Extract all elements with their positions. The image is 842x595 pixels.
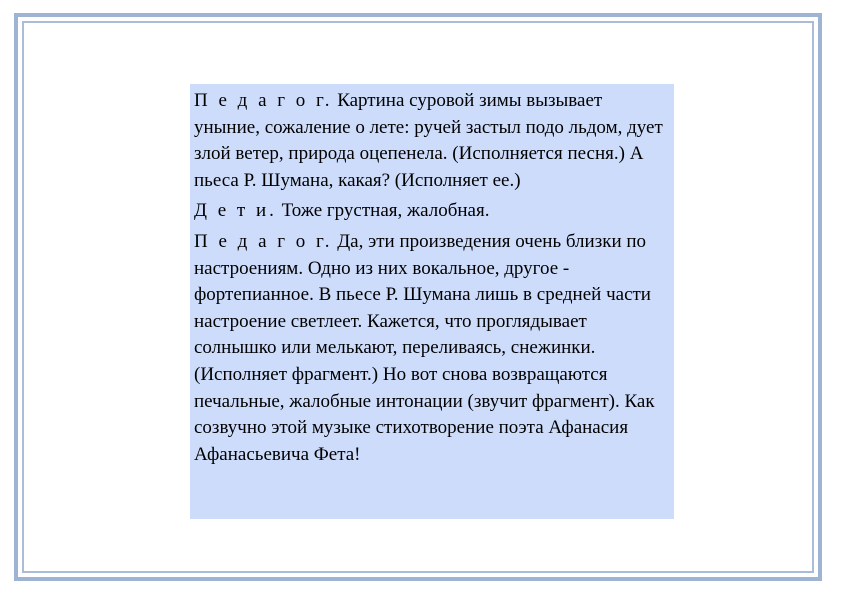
speaker-label: П е д а г о г. [194,90,333,111]
speaker-label: П е д а г о г. [194,230,333,252]
dialogue-text-box [190,84,674,519]
paragraph-teacher-2 [194,229,666,468]
paragraph-text: Тоже грустная, жалобная. [276,200,490,222]
paragraph-children [194,198,666,225]
paragraph-text: Картина суровой зимы вызывает уныние, сожаление о лете: ручей застыл подо льдом, дует злой ветер, природа оцепенела. (Исполняется песня.) А пьеса Р. Шумана, какая? (Исполняет ее.) [194,90,663,191]
speaker-label: Д е т и. [194,200,277,222]
paragraph-teacher-1 [194,88,666,194]
paragraph-text: Да, эти произведения очень близки по настроениям. Одно из них вокальное, другое - фортепианное. В пьесе Р. Шумана лишь в средней части настроение светлеет. Кажется, что проглядывает солнышко или мелькают, переливаясь, снежинки. (Исполняет фрагмент.) Но вот снова возвращаются печальные, жалобные интонации (звучит фрагмент). Как созвучно этой музыке стихотворение поэта Афанасия Афанасьевича Фета! [194,230,655,465]
